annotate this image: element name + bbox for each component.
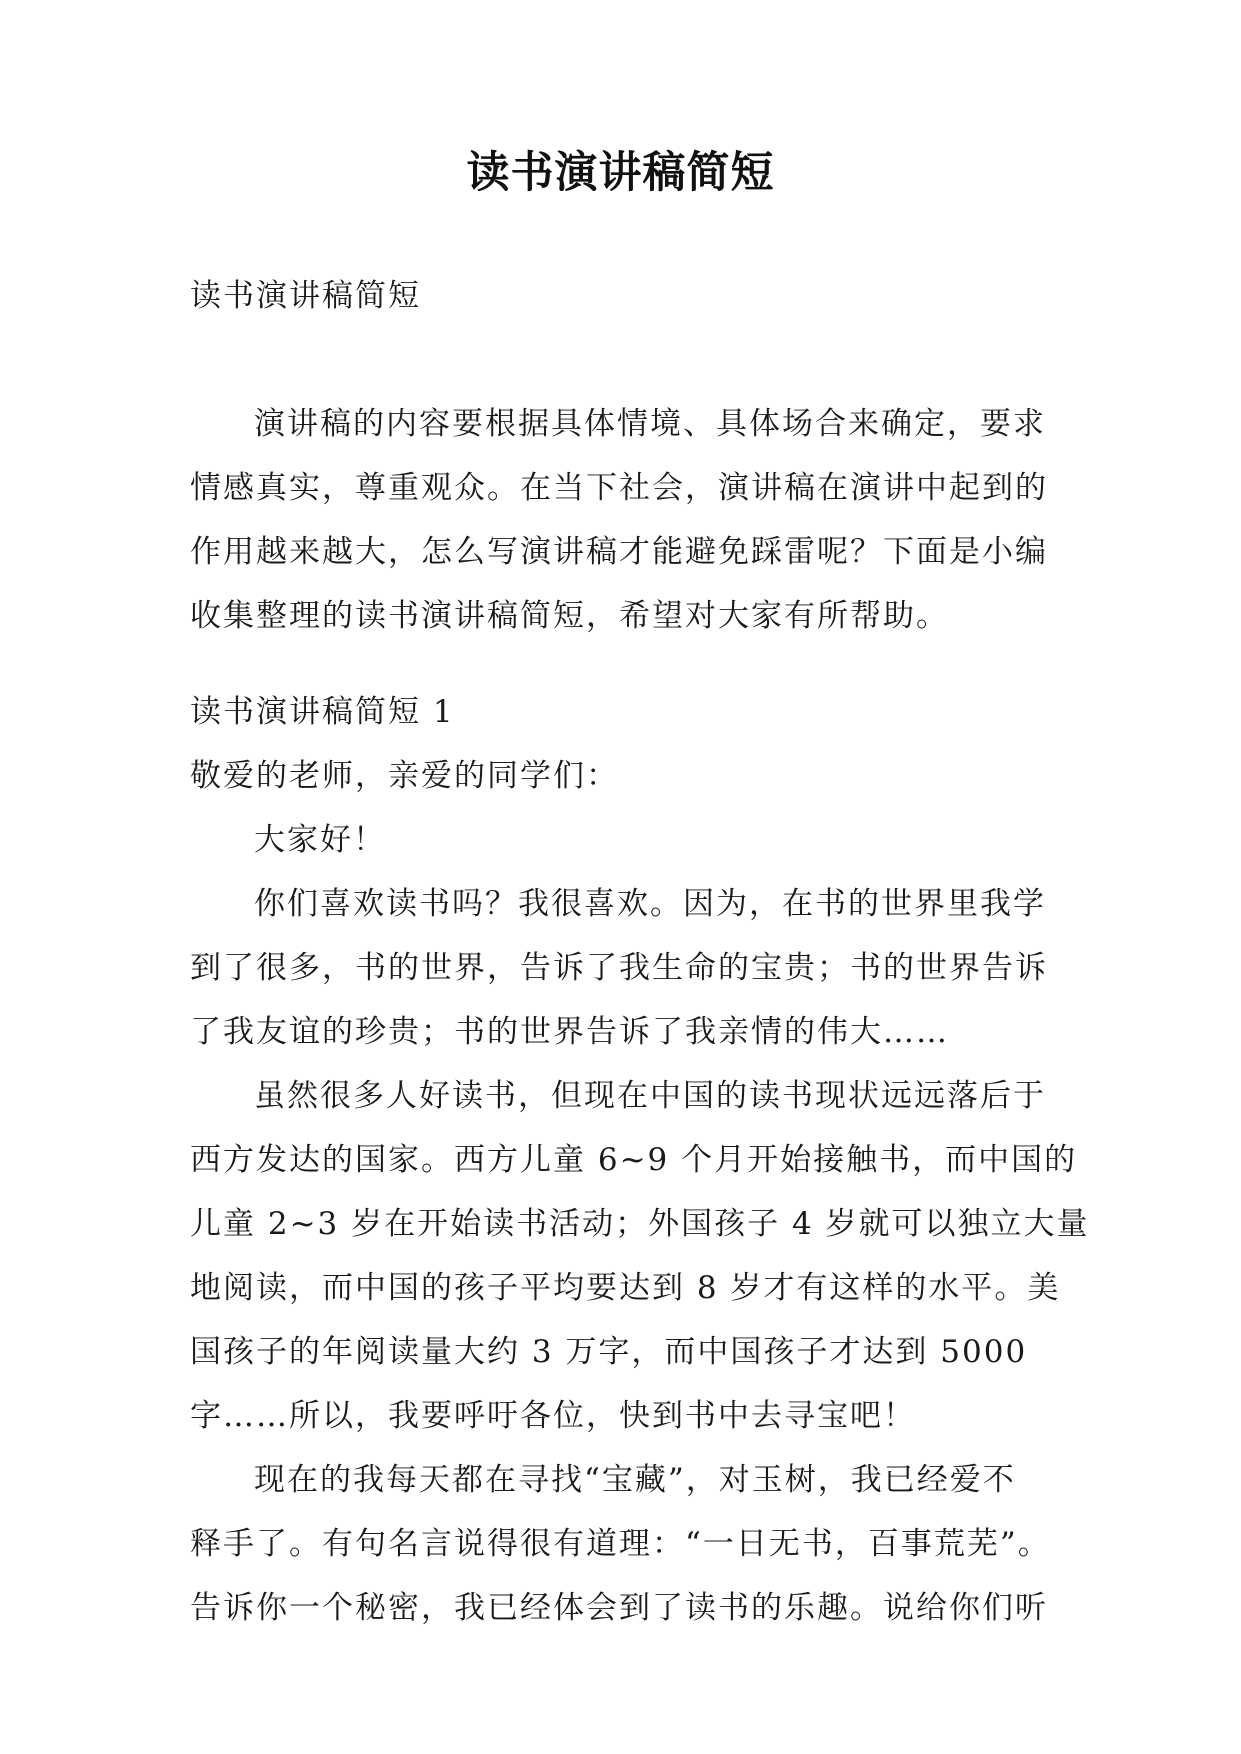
intro-paragraph — [190, 392, 1060, 648]
paragraph-line: 了我友谊的珍贵；书的世界告诉了我亲情的伟大…… — [190, 1014, 949, 1050]
paragraph-line: 西方发达的国家。西方儿童 6~9 个月开始接触书，而中国的 — [190, 1142, 1078, 1178]
paragraph-line: 儿童 2~3 岁在开始读书活动；外国孩子 4 岁就可以独立大量 — [190, 1206, 1090, 1242]
paragraph-line: 释手了。有句名言说得很有道理：“一日无书，百事荒芜”。 — [190, 1526, 1051, 1562]
paragraph-line: 国孩子的年阅读量大约 3 万字，而中国孩子才达到 5000 — [190, 1334, 1028, 1370]
paragraph-line: 地阅读，而中国的孩子平均要达到 8 岁才有这样的水平。美 — [190, 1270, 1061, 1306]
intro-line: 情感真实，尊重观众。在当下社会，演讲稿在演讲中起到的 — [190, 470, 1048, 506]
subtitle: 读书演讲稿简短 — [190, 278, 421, 314]
document-title: 读书演讲稿简短 — [466, 148, 775, 198]
speech-body — [190, 680, 1090, 1640]
paragraph-line: 到了很多，书的世界，告诉了我生命的宝贵；书的世界告诉 — [190, 950, 1048, 986]
paragraph-line: 虽然很多人好读书，但现在中国的读书现状远远落后于 — [254, 1078, 1046, 1114]
paragraph-line: 现在的我每天都在寻找“宝藏”，对玉树，我已经爱不 — [254, 1462, 1016, 1498]
salutation: 敬爱的老师，亲爱的同学们： — [190, 758, 619, 794]
intro-line: 演讲稿的内容要根据具体情境、具体场合来确定，要求 — [254, 406, 1046, 442]
intro-line: 收集整理的读书演讲稿简短，希望对大家有所帮助。 — [190, 598, 949, 634]
paragraph-line: 告诉你一个秘密，我已经体会到了读书的乐趣。说给你们听 — [190, 1590, 1048, 1626]
paragraph-line: 你们喜欢读书吗？我很喜欢。因为，在书的世界里我学 — [254, 886, 1046, 922]
subtitle-block — [190, 264, 1060, 328]
paragraph-line: 字……所以，我要呼吁各位，快到书中去寻宝吧！ — [190, 1398, 916, 1434]
intro-line: 作用越来越大，怎么写演讲稿才能避免踩雷呢？下面是小编 — [190, 534, 1048, 570]
section-heading: 读书演讲稿简短 1 — [190, 694, 455, 730]
greeting: 大家好！ — [254, 822, 386, 858]
